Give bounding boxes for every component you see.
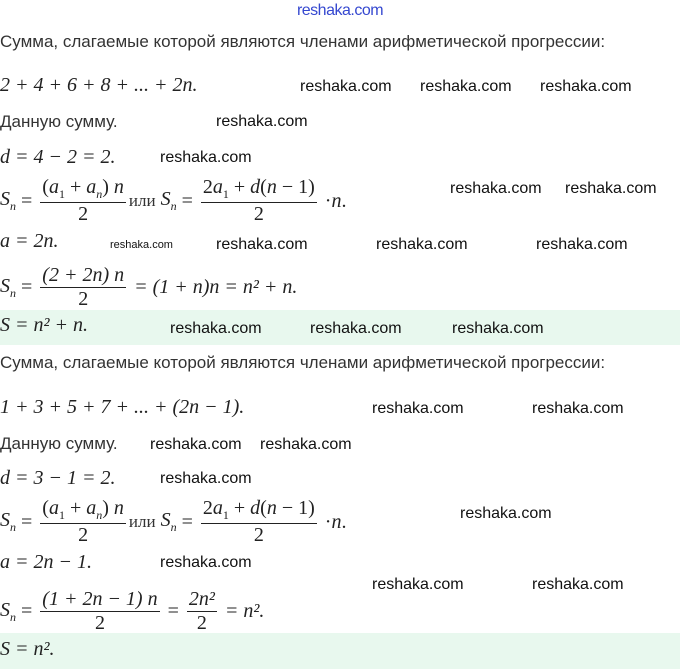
series-1: 2 + 4 + 6 + 8 + ... + 2n. xyxy=(0,74,198,96)
watermark: reshaka.com xyxy=(420,78,512,95)
watermark: reshaka.com xyxy=(170,320,262,337)
watermark: reshaka.com xyxy=(450,180,542,197)
watermark: reshaka.com xyxy=(532,576,624,593)
watermark: reshaka.com xyxy=(532,400,624,417)
sn-rest: = n². xyxy=(224,600,265,622)
watermark: reshaka.com xyxy=(110,239,173,251)
task-text-2: Данную сумму. xyxy=(0,434,118,453)
watermark: reshaka.com xyxy=(372,400,464,417)
intro-text-1: Сумма, слагаемые которой являются членами арифметической прогрессии: xyxy=(0,32,606,51)
watermark: reshaka.com xyxy=(565,180,657,197)
sn-calc-2: $S_n$ = $\frac{(1 + 2n - 1) n}{2}$ = $\frac{\text{2n²}}{2}$ = n². xyxy=(0,588,265,634)
sn-denominator: 2 xyxy=(94,612,105,634)
sn-numerator: (1 + 2n − 1) n xyxy=(42,588,158,610)
an-line-2: a = 2n − 1. xyxy=(0,551,92,573)
watermark: reshaka.com xyxy=(540,78,632,95)
or-label: или xyxy=(128,191,156,210)
answer-1: S = n² + n. xyxy=(0,314,88,336)
d-line-1: d = 4 − 2 = 2. xyxy=(0,146,116,168)
watermark: reshaka.com xyxy=(160,470,252,487)
sn-denominator: 2 xyxy=(78,288,89,310)
series-2: 1 + 3 + 5 + 7 + ... + (2n − 1). xyxy=(0,396,245,418)
watermark: reshaka.com xyxy=(536,236,628,253)
an-line-1: a = 2n. xyxy=(0,230,59,252)
sum-formula-2: $S_n$ = $\frac{(a_1 + a_n) n}{2}$ или $S_n$ = $\frac{2a_1 + d(n - 1)}{2}$ · n . xyxy=(0,497,347,546)
watermark: reshaka.com xyxy=(460,505,552,522)
watermark: reshaka.com xyxy=(452,320,544,337)
sum-formula-1: $S_n$ = $\frac{(a_1 + a_n) n}{2}$ или $S_n$ = $\frac{2a_1 + d(n - 1)}{2}$ · n . xyxy=(0,176,347,225)
sn-rest: = (1 + n)n = n² + n. xyxy=(134,276,298,298)
intro-text-2: Сумма, слагаемые которой являются членами арифметической прогрессии: xyxy=(0,353,606,372)
watermark: reshaka.com xyxy=(300,78,392,95)
sn-numerator: (2 + 2n) n xyxy=(42,264,125,286)
site-link[interactable]: reshaka.com xyxy=(296,2,384,19)
task-text-1: Данную сумму. xyxy=(0,112,118,131)
sn-mid-denominator: 2 xyxy=(196,612,207,634)
watermark: reshaka.com xyxy=(160,554,252,571)
watermark: reshaka.com xyxy=(260,436,352,453)
watermark: reshaka.com xyxy=(160,149,252,166)
sn-mid-numerator: 2n² xyxy=(188,588,215,610)
watermark: reshaka.com xyxy=(150,436,242,453)
answer-band-2 xyxy=(0,633,680,669)
watermark: reshaka.com xyxy=(376,236,468,253)
d-line-2: d = 3 − 1 = 2. xyxy=(0,467,116,489)
watermark: reshaka.com xyxy=(310,320,402,337)
watermark: reshaka.com xyxy=(216,113,308,130)
watermark: reshaka.com xyxy=(372,576,464,593)
or-label: или xyxy=(128,512,156,531)
answer-2: S = n². xyxy=(0,638,55,660)
watermark: reshaka.com xyxy=(216,236,308,253)
sn-calc-1: $S_n$ = $\frac{(2 + 2n) n}{2}$ = (1 + n)n = n² + n. xyxy=(0,264,298,310)
